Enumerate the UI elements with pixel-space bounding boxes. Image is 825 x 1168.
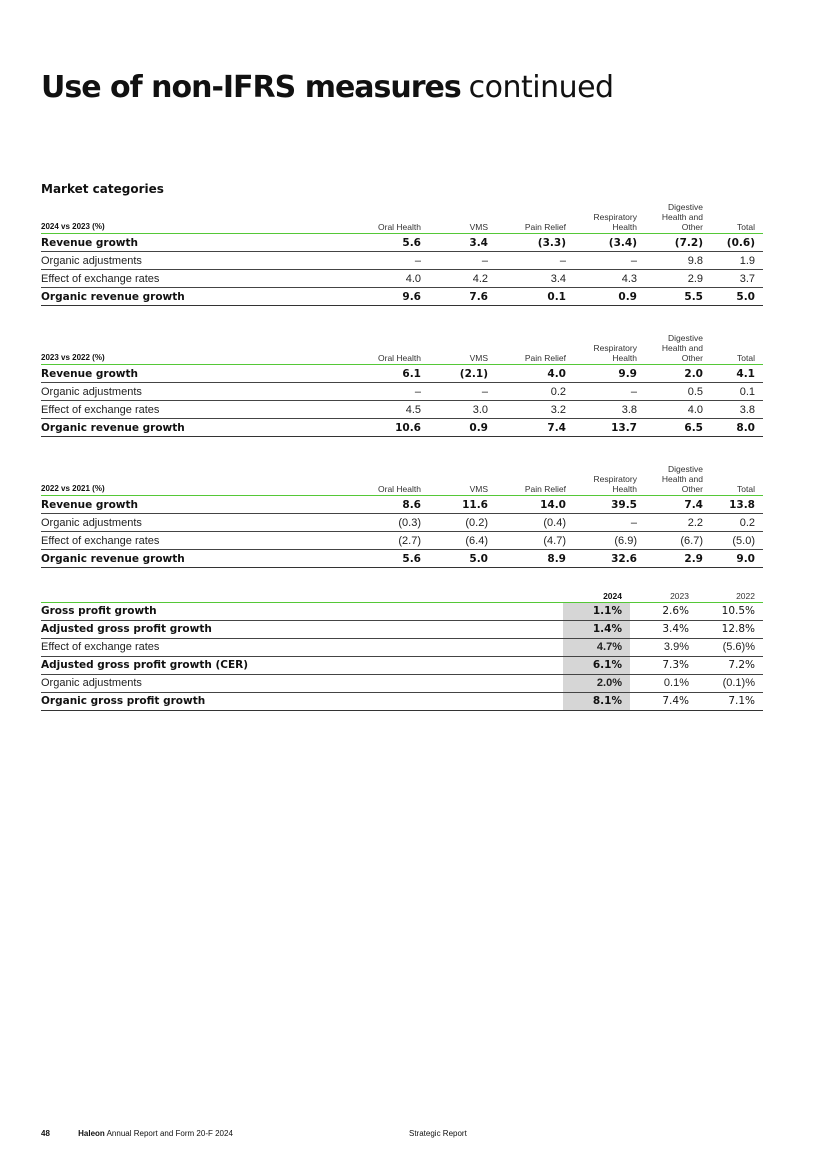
table-header — [41, 588, 763, 602]
table-row: Effect of exchange rates 4.5 3.0 3.2 3.8 4.0 3.8 — [41, 401, 763, 419]
col-vms: VMS — [469, 484, 488, 494]
table-row: Organic revenue growth 9.6 7.6 0.1 0.9 5.5 5.0 — [41, 288, 763, 306]
page-footer — [41, 1129, 467, 1138]
report-name: Annual Report and Form 20-F 2024 — [106, 1129, 233, 1138]
title-suffix: continued — [468, 70, 614, 105]
col-total: Total — [737, 222, 755, 232]
col-2023: 2023 — [670, 590, 689, 601]
table-row: Organic adjustments 2.0% 0.1% (0.1)% — [41, 674, 763, 692]
table-row: Effect of exchange rates (2.7) (6.4) (4.7) (6.9) (6.7) (5.0) — [41, 532, 763, 550]
table-row: Organic gross profit growth 8.1% 7.4% 7.1% — [41, 692, 763, 710]
col-vms: VMS — [469, 353, 488, 363]
table-header — [41, 333, 763, 365]
col-oral-health: Oral Health — [378, 353, 421, 363]
table-row: Revenue growth 5.6 3.4 (3.3) (3.4) (7.2) (0.6) — [41, 234, 763, 252]
table-row: Adjusted gross profit growth 1.4% 3.4% 12.8% — [41, 620, 763, 638]
table-row: Revenue growth 6.1 (2.1) 4.0 9.9 2.0 4.1 — [41, 365, 763, 383]
col-respiratory: Respiratory Health — [593, 474, 637, 494]
table-header — [41, 464, 763, 496]
table-row: Organic adjustments (0.3) (0.2) (0.4) – 2.2 0.2 — [41, 514, 763, 532]
market-table-2024 — [41, 202, 763, 306]
col-digestive: Digestive Health and Other — [661, 333, 703, 363]
col-pain-relief: Pain Relief — [524, 484, 566, 494]
table-row: Organic revenue growth 10.6 0.9 7.4 13.7 6.5 8.0 — [41, 419, 763, 437]
col-respiratory: Respiratory Health — [593, 343, 637, 363]
table-row: Effect of exchange rates 4.7% 3.9% (5.6)% — [41, 638, 763, 656]
period-label: 2023 vs 2022 (%) — [41, 353, 105, 362]
table-row: Organic adjustments – – 0.2 – 0.5 0.1 — [41, 383, 763, 401]
table-row: Adjusted gross profit growth (CER) 6.1% 7.3% 7.2% — [41, 656, 763, 674]
period-label: 2022 vs 2021 (%) — [41, 484, 105, 493]
col-total: Total — [737, 353, 755, 363]
table-row: Revenue growth 8.6 11.6 14.0 39.5 7.4 13.8 — [41, 496, 763, 514]
col-digestive: Digestive Health and Other — [661, 464, 703, 494]
section-link[interactable]: Strategic Report — [409, 1129, 467, 1138]
col-digestive: Digestive Health and Other — [661, 202, 703, 232]
table-row: Gross profit growth 1.1% 2.6% 10.5% — [41, 602, 763, 620]
col-total: Total — [737, 484, 755, 494]
market-table-2022 — [41, 464, 763, 568]
table-row: Effect of exchange rates 4.0 4.2 3.4 4.3 2.9 3.7 — [41, 270, 763, 288]
brand-name: Haleon — [78, 1129, 105, 1138]
table-row: Organic revenue growth 5.6 5.0 8.9 32.6 2.9 9.0 — [41, 550, 763, 568]
col-respiratory: Respiratory Health — [593, 212, 637, 232]
table-row: Organic adjustments – – – – 9.8 1.9 — [41, 252, 763, 270]
col-vms: VMS — [469, 222, 488, 232]
market-table-2023 — [41, 333, 763, 437]
col-oral-health: Oral Health — [378, 222, 421, 232]
table-header — [41, 202, 763, 234]
gross-profit-table — [41, 588, 763, 711]
period-label: 2024 vs 2023 (%) — [41, 222, 105, 231]
col-pain-relief: Pain Relief — [524, 222, 566, 232]
page-title — [41, 70, 614, 106]
col-pain-relief: Pain Relief — [524, 353, 566, 363]
col-2024: 2024 — [603, 590, 622, 601]
col-oral-health: Oral Health — [378, 484, 421, 494]
page-number: 48 — [41, 1129, 50, 1138]
title-main: Use of non-IFRS measures — [41, 70, 461, 105]
col-2022: 2022 — [736, 590, 755, 601]
section-title: Market categories — [41, 182, 164, 196]
